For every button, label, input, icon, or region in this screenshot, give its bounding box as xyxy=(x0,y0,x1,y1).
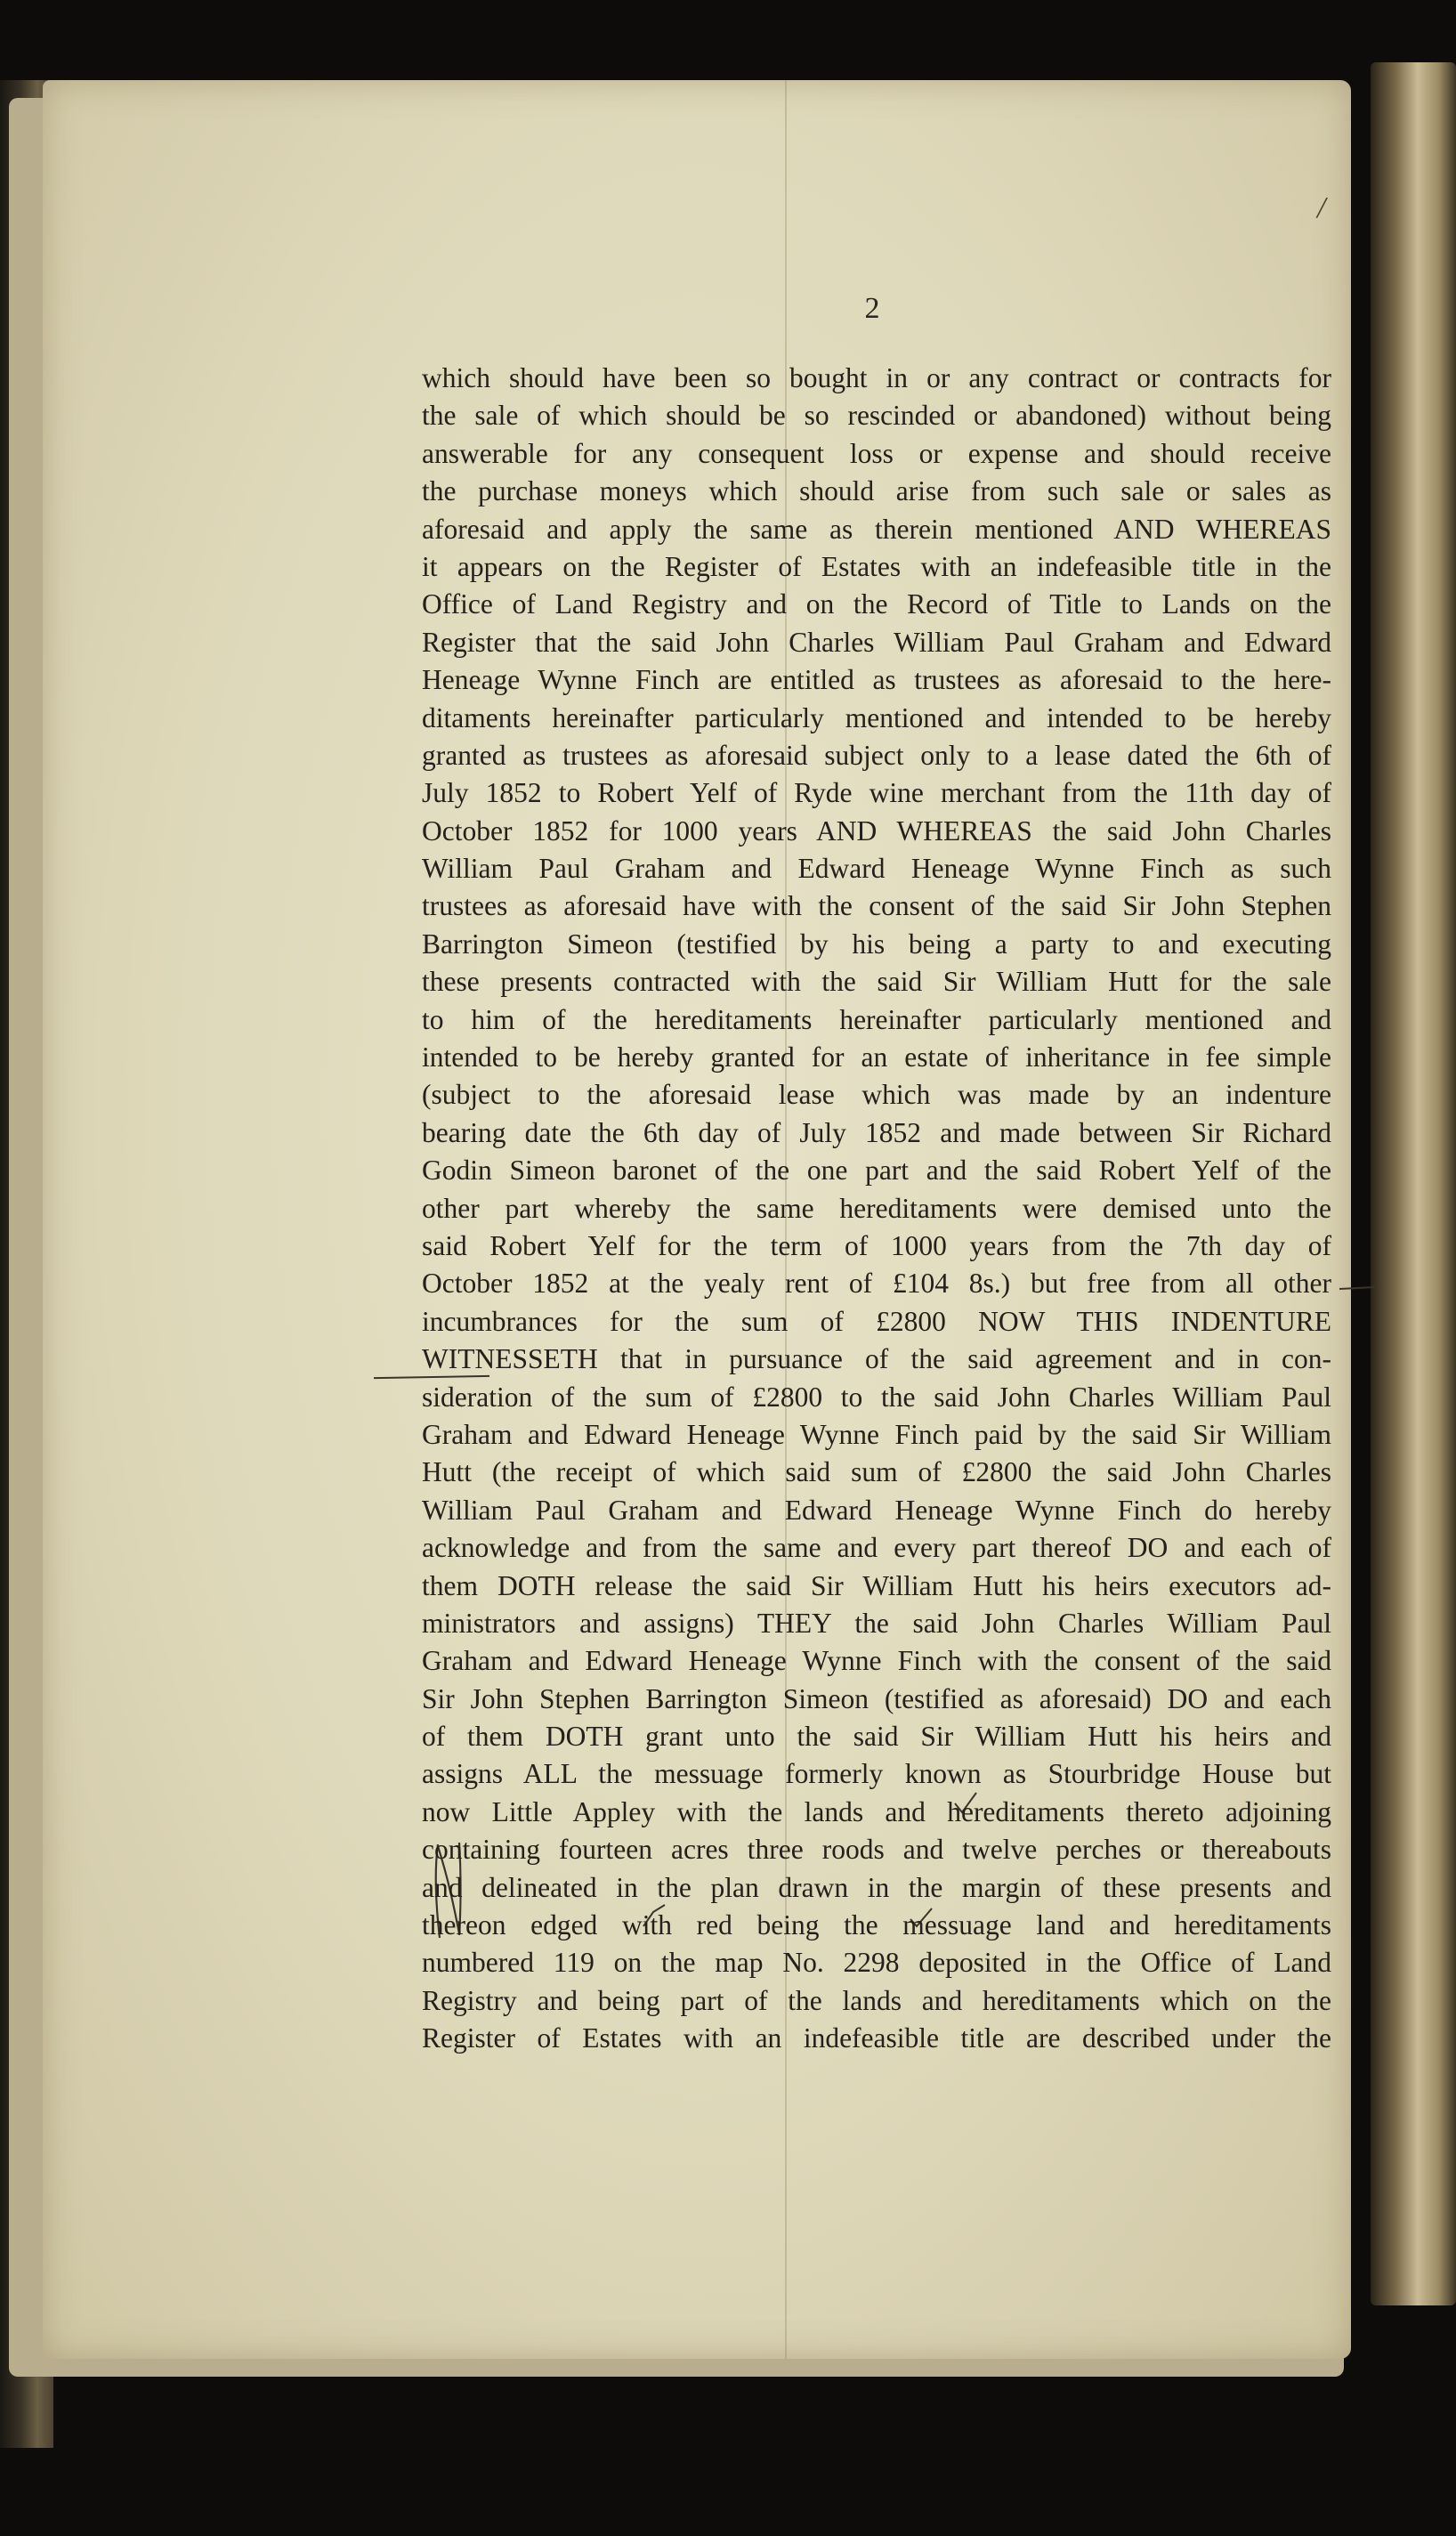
text-line: William Paul Graham and Edward Heneage Wynne Finch do hereby xyxy=(422,1494,1331,1526)
page-number: 2 xyxy=(864,292,880,325)
text-line: Sir John Stephen Barrington Simeon (testified as aforesaid) DO and each xyxy=(422,1682,1331,1714)
text-line: Hutt (the receipt of which said sum of £2800 the said John Charles xyxy=(422,1456,1331,1488)
text-line: and delineated in the plan drawn in the margin of these presents and xyxy=(422,1871,1331,1903)
text-line: William Paul Graham and Edward Heneage Wynne Finch as such xyxy=(422,853,1331,885)
text-line: answerable for any consequent loss or expense and should receive xyxy=(422,437,1331,469)
text-line: other part whereby the same hereditaments were demised unto the xyxy=(422,1192,1331,1224)
text-line: bearing date the 6th day of July 1852 and made between Sir Richard xyxy=(422,1116,1331,1148)
text-line: containing fourteen acres three roods and twelve perches or thereabouts xyxy=(422,1834,1331,1866)
text-line: WITNESSETH that in pursuance of the said agreement and in con- xyxy=(422,1343,1331,1375)
text-line: the purchase moneys which should arise from such sale or sales as xyxy=(422,475,1331,507)
text-line: acknowledge and from the same and every part thereof DO and each of xyxy=(422,1532,1331,1564)
text-line: thereon edged with red being the messuage land and hereditaments xyxy=(422,1909,1331,1941)
text-line: which should have been so bought in or any contract or contracts for xyxy=(422,362,1331,393)
text-line: granted as trustees as aforesaid subject only to a lease dated the 6th of xyxy=(422,739,1331,771)
text-line: assigns ALL the messuage formerly known as Stourbridge House but xyxy=(422,1758,1331,1790)
text-line: ditaments hereinafter particularly mentioned and intended to be hereby xyxy=(422,701,1331,733)
corner-pencil-mark: / xyxy=(1317,191,1326,224)
text-line: Graham and Edward Heneage Wynne Finch paid by the said Sir William xyxy=(422,1418,1331,1450)
text-line: intended to be hereby granted for an estate of inheritance in fee simple xyxy=(422,1041,1331,1074)
text-line: ministrators and assigns) THEY the said John Charles William Paul xyxy=(422,1607,1331,1639)
text-line: said Robert Yelf for the term of 1000 years from the 7th day of xyxy=(422,1229,1331,1261)
text-line: July 1852 to Robert Yelf of Ryde wine merchant from the 11th day of xyxy=(422,777,1331,809)
text-line: to him of the hereditaments hereinafter particularly mentioned and xyxy=(422,1003,1331,1035)
text-line: numbered 119 on the map No. 2298 deposited in the Office of Land xyxy=(422,1947,1331,1979)
text-line: Heneage Wynne Finch are entitled as trustees as aforesaid to the here- xyxy=(422,664,1331,696)
text-line: now Little Appley with the lands and hereditaments thereto adjoining xyxy=(422,1795,1331,1827)
text-line: Register that the said John Charles William Paul Graham and Edward xyxy=(422,626,1331,658)
text-line: aforesaid and apply the same as therein mentioned AND WHEREAS xyxy=(422,513,1331,545)
text-line: October 1852 at the yealy rent of £104 8s.) but free from all other xyxy=(422,1268,1331,1300)
text-line: Barrington Simeon (testified by his being a party to and executing xyxy=(422,928,1331,960)
text-line: October 1852 for 1000 years AND WHEREAS the said John Charles xyxy=(422,814,1331,847)
text-line: Office of Land Registry and on the Record of Title to Lands on the xyxy=(422,588,1331,620)
text-line: these presents contracted with the said Sir William Hutt for the sale xyxy=(422,966,1331,998)
facing-page-edge xyxy=(1371,62,1456,2305)
text-line: Register of Estates with an indefeasible title are described under the xyxy=(422,2022,1331,2054)
text-line: sideration of the sum of £2800 to the said John Charles William Paul xyxy=(422,1381,1331,1413)
text-line: the sale of which should be so rescinded or abandoned) without being xyxy=(422,400,1331,432)
text-line: of them DOTH grant unto the said Sir William Hutt his heirs and xyxy=(422,1721,1331,1753)
indenture-body-text xyxy=(422,360,1331,2058)
text-line: Graham and Edward Heneage Wynne Finch with the consent of the said xyxy=(422,1645,1331,1677)
text-line: it appears on the Register of Estates with an indefeasible title in the xyxy=(422,550,1331,582)
text-line: trustees as aforesaid have with the consent of the said Sir John Stephen xyxy=(422,890,1331,922)
text-line: (subject to the aforesaid lease which was made by an indenture xyxy=(422,1079,1331,1111)
text-line: them DOTH release the said Sir William Hutt his heirs executors ad- xyxy=(422,1569,1331,1601)
text-line: Registry and being part of the lands and hereditaments which on the xyxy=(422,1984,1331,2016)
text-line: incumbrances for the sum of £2800 NOW THIS INDENTURE xyxy=(422,1305,1331,1337)
text-line: Godin Simeon baronet of the one part and the said Robert Yelf of the xyxy=(422,1155,1331,1187)
